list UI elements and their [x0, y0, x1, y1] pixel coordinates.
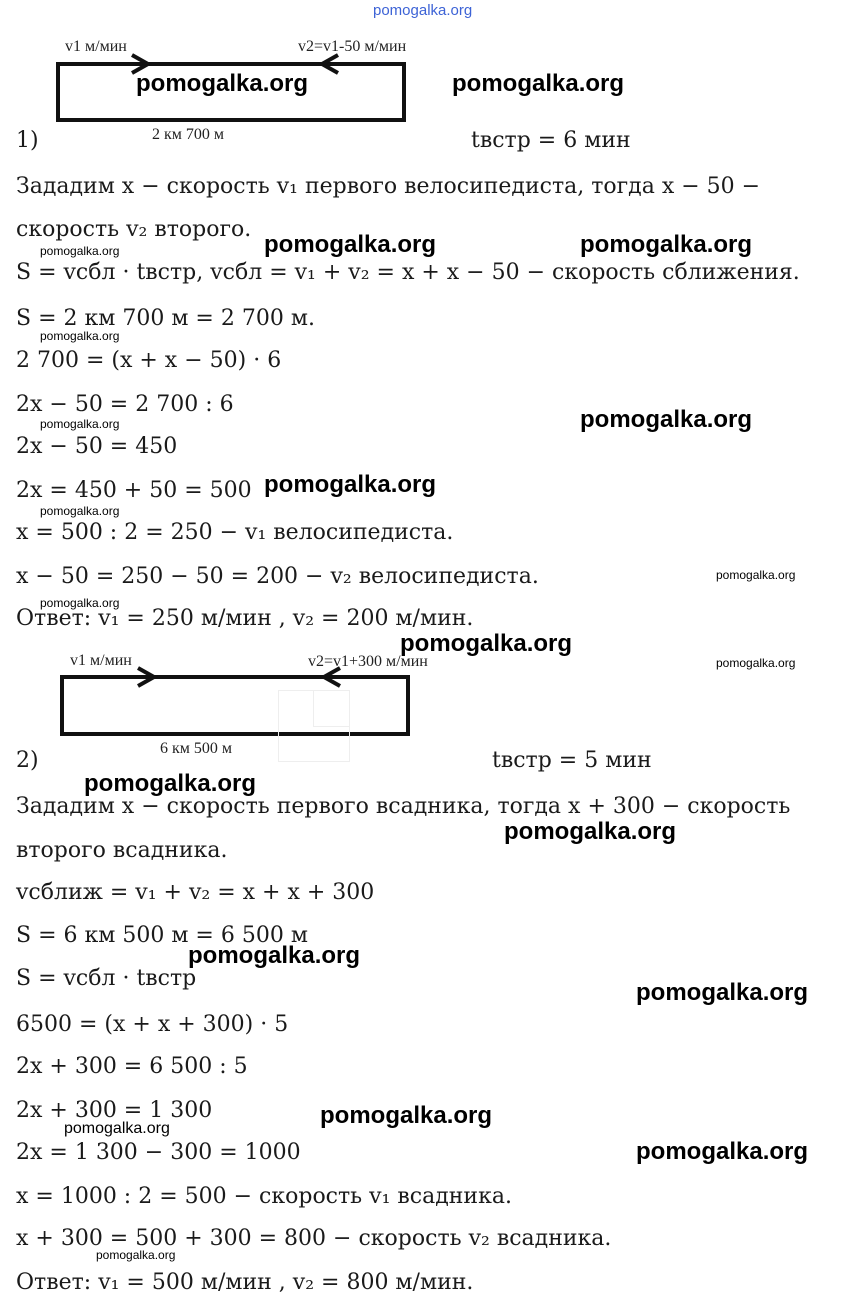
part-2-line: vсближ = v₁ + v₂ = x + x + 300: [16, 880, 375, 905]
watermark: pomogalka.org: [504, 818, 677, 845]
part-1-meeting-time: tвстр = 6 мин: [471, 128, 631, 153]
part-2-line: S = 6 км 500 м = 6 500 м: [16, 923, 308, 948]
part-1-number: 1): [16, 128, 39, 153]
part-1-line: x = 500 : 2 = 250 − v₁ велосипедиста.: [16, 520, 454, 545]
watermark-small: pomogalka.org: [40, 417, 120, 431]
watermark: pomogalka.org: [136, 70, 309, 97]
diagram-1-v1-label: v1 м/мин: [65, 38, 127, 55]
watermark: pomogalka.org: [264, 231, 437, 258]
part-1-line: 2x = 450 + 50 = 500: [16, 478, 252, 503]
part-1-line: 2x − 50 = 450: [16, 434, 178, 459]
watermark: pomogalka.org: [188, 942, 361, 969]
part-1-answer: Ответ: v₁ = 250 м/мин , v₂ = 200 м/мин.: [16, 606, 474, 631]
background-grid: [313, 690, 350, 727]
part-2-number: 2): [16, 748, 39, 773]
watermark-small: pomogalka.org: [64, 1120, 170, 1137]
watermark-small: pomogalka.org: [96, 1248, 176, 1262]
part-2-line: 2x = 1 300 − 300 = 1000: [16, 1140, 301, 1165]
part-2-meeting-time: tвстр = 5 мин: [492, 748, 652, 773]
watermark: pomogalka.org: [320, 1102, 493, 1129]
part-1-line: S = vсбл · tвстр, vсбл = v₁ + v₂ = x + x − 50 − скорость сближения.: [16, 260, 800, 285]
watermark: pomogalka.org: [580, 406, 753, 433]
watermark-small: pomogalka.org: [716, 568, 796, 582]
part-2-line: 2x + 300 = 1 300: [16, 1098, 213, 1123]
watermark-small: pomogalka.org: [40, 244, 120, 258]
watermark: pomogalka.org: [636, 979, 809, 1006]
watermark: pomogalka.org: [84, 770, 257, 797]
part-2-line: x + 300 = 500 + 300 = 800 − скорость v₂ всадника.: [16, 1226, 612, 1251]
part-1-line: 2 700 = (x + x − 50) · 6: [16, 348, 282, 373]
watermark: pomogalka.org: [264, 471, 437, 498]
watermark: pomogalka.org: [400, 630, 573, 657]
diagram-2-v1-label: v1 м/мин: [70, 652, 132, 669]
diagram-2-distance-label: 6 км 500 м: [160, 740, 233, 757]
watermark-small: pomogalka.org: [40, 504, 120, 518]
watermark: pomogalka.org: [452, 70, 625, 97]
part-2-line: второго всадника.: [16, 838, 228, 863]
watermark-small: pomogalka.org: [40, 329, 120, 343]
part-2-answer: Ответ: v₁ = 500 м/мин , v₂ = 800 м/мин.: [16, 1270, 474, 1295]
diagram-1-v2-label: v2=v1-50 м/мин: [298, 38, 407, 55]
track-rectangle-2: [62, 677, 408, 734]
part-1-line: S = 2 км 700 м = 2 700 м.: [16, 306, 315, 331]
watermark-small: pomogalka.org: [40, 596, 120, 610]
diagram-2-v2-label: v2=v1+300 м/мин: [308, 653, 428, 670]
part-2-line: Зададим x − скорость первого всадника, тогда x + 300 − скорость: [16, 794, 791, 819]
watermark: pomogalka.org: [580, 231, 753, 258]
part-2-line: 2x + 300 = 6 500 : 5: [16, 1054, 248, 1079]
part-2-line: S = vсбл · tвстр: [16, 966, 197, 991]
top-watermark: pomogalka.org: [373, 2, 473, 19]
part-1-line: x − 50 = 250 − 50 = 200 − v₂ велосипедиста.: [16, 564, 539, 589]
part-2-line: x = 1000 : 2 = 500 − скорость v₁ всадника.: [16, 1184, 512, 1209]
part-2-line: 6500 = (x + x + 300) · 5: [16, 1012, 289, 1037]
part-1-line: скорость v₂ второго.: [16, 217, 252, 242]
watermark-small: pomogalka.org: [716, 656, 796, 670]
part-1-line: 2x − 50 = 2 700 : 6: [16, 392, 234, 417]
watermark: pomogalka.org: [636, 1138, 809, 1165]
part-1-line: Зададим x − скорость v₁ первого велосипедиста, тогда x − 50 −: [16, 174, 761, 199]
diagram-1-distance-label: 2 км 700 м: [152, 126, 225, 143]
